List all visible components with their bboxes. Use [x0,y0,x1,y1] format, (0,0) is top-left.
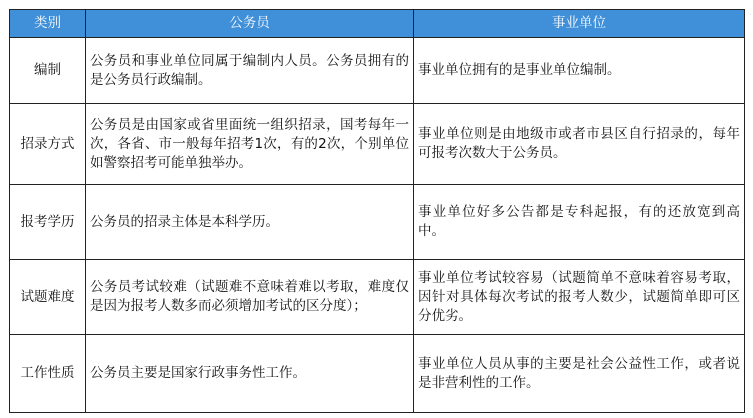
civil-servant-cell: 公务员和事业单位同属于编制内人员。公务员拥有的是公务员行政编制。 [86,38,414,104]
civil-servant-cell: 公务员考试较难（试题难不意味着难以考取，难度仅是因为报考人数多而必须增加考试的区分度）； [86,260,414,335]
comparison-table [9,9,745,413]
table-row [10,104,745,185]
table-row [10,185,745,260]
row-category: 编制 [10,38,86,104]
civil-servant-cell: 公务员是由国家或省里面统一组织招录，国考每年一次，各省、市一般每年招考1次，有的2次，个别单位如警察招考可能单独举办。 [86,104,414,185]
row-category: 试题难度 [10,260,86,335]
header-civil-servant: 公务员 [86,10,414,38]
table-row [10,335,745,413]
header-category: 类别 [10,10,86,38]
public-institution-cell: 事业单位考试较容易（试题简单不意味着容易考取，因针对具体每次考试的报考人数少，试题简单即可区分优劣。 [414,260,745,335]
public-institution-cell: 事业单位好多公告都是专科起报，有的还放宽到高中。 [414,185,745,260]
row-category: 报考学历 [10,185,86,260]
civil-servant-cell: 公务员的招录主体是本科学历。 [86,185,414,260]
public-institution-cell: 事业单位人员从事的主要是社会公益性工作，或者说是非营利性的工作。 [414,335,745,413]
civil-servant-cell: 公务员主要是国家行政事务性工作。 [86,335,414,413]
header-row [10,10,745,38]
row-category: 工作性质 [10,335,86,413]
table-row [10,38,745,104]
public-institution-cell: 事业单位则是由地级市或者市县区自行招录的，每年可报考次数大于公务员。 [414,104,745,185]
header-public-institution: 事业单位 [414,10,745,38]
table-row [10,260,745,335]
public-institution-cell: 事业单位拥有的是事业单位编制。 [414,38,745,104]
row-category: 招录方式 [10,104,86,185]
